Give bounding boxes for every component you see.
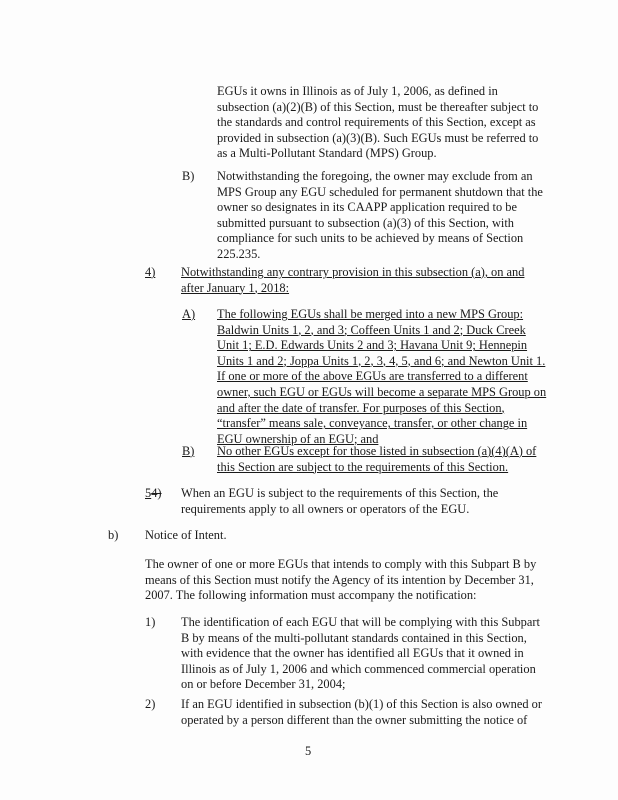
paragraph-b: The owner of one or more EGUs that intends to comply with this Subpart B by means of this Section must notify the Agency of its intention by December 31, 2007. The following information must accompany the notification: xyxy=(145,557,537,603)
paragraph-a4: Notwithstanding any contrary provision in this subsection (a), on and after January 1, 2018: xyxy=(181,265,525,295)
paragraph-a3-B: Notwithstanding the foregoing, the owner may exclude from an MPS Group any EGU scheduled for permanent shutdown that the owner so designates in its CAAPP application required to be submitted pursuant to subsection (a)(3) of this Section, with compliance for such units to be achieved by means of Section 225.235. xyxy=(217,169,543,261)
label-b2: 2) xyxy=(145,697,156,711)
paragraph-a4-A: The following EGUs shall be merged into a new MPS Group: Baldwin Units 1, 2, and 3; Coffeen Units 1 and 2; Duck Creek Unit 1; E.D. Edwards Units 2 and 3; Havana Unit 9; Hennepin Units 1 and 2; Joppa Units 1, 2, 3, 4, 5, and 6; and Newton Unit 1. If one or more of the above EGUs are transferred to a different owner, such EGU or EGUs will become a separate MPS Group on and after the date of transfer. For purposes of this Section, “transfer” means sale, conveyance, transfer, or other change in EGU ownership of an EGU; and xyxy=(217,307,547,446)
label-a3-B: B) xyxy=(182,169,195,183)
page-number: 5 xyxy=(305,744,312,758)
heading-b: Notice of Intent. xyxy=(145,528,227,542)
label-a4: 4) xyxy=(145,265,156,279)
paragraph-b2: If an EGU identified in subsection (b)(1) of this Section is also owned or operated by a person different than the owner submitting the notice of xyxy=(181,697,542,727)
paragraph-b1: The identification of each EGU that will be complying with this Subpart B by means of the multi-pollutant standards contained in this Section, with evidence that the owner has identified all EGUs that it owned in Illinois as of July 1, 2006 and which commenced commercial operation on or before December 31, 2004; xyxy=(181,615,540,692)
label-b: b) xyxy=(108,528,119,542)
paragraph-a5: When an EGU is subject to the requirements of this Section, the requirements apply to all owners or operators of the EGU. xyxy=(181,486,499,516)
label-a4-A: A) xyxy=(182,307,196,321)
label-a5-added: 5 xyxy=(145,486,152,500)
label-a5 xyxy=(145,486,162,502)
paragraph-a4-B: No other EGUs except for those listed in subsection (a)(4)(A) of this Section are subject to the requirements of this Section. xyxy=(217,444,537,474)
label-b1: 1) xyxy=(145,615,156,629)
label-a5-deleted: 4) xyxy=(151,486,162,500)
paragraph-a3-continuation: EGUs it owns in Illinois as of July 1, 2006, as defined in subsection (a)(2)(B) of this Section, must be thereafter subject to the standards and control requirements of this Section, except as provided in subsection (a)(3)(B). Such EGUs must be referred to as a Multi-Pollutant Standard (MPS) Group. xyxy=(217,84,539,161)
label-a4-B: B) xyxy=(182,444,195,458)
